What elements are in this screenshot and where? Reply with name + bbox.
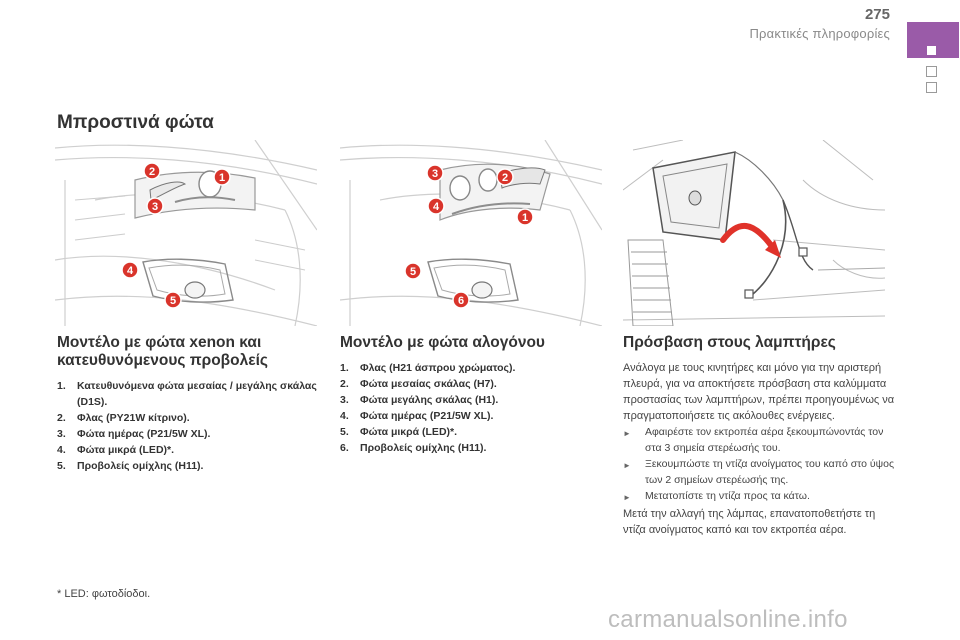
item-number: 3.: [340, 394, 349, 406]
chapter-tab: [907, 22, 959, 58]
xenon-headlamp-figure: [55, 140, 317, 326]
item-text: Προβολείς ομίχλης (H11).: [360, 442, 487, 454]
item-number: 4.: [57, 444, 66, 456]
xenon-heading: Μοντέλο με φώτα xenon και κατευθυνόμενους προβολείς: [57, 334, 268, 369]
list-item: [57, 410, 325, 426]
item-number: 5.: [57, 460, 66, 472]
item-number: 5.: [340, 426, 349, 438]
list-item: [623, 456, 898, 488]
list-item: [57, 426, 325, 442]
callout-label: 4: [126, 265, 134, 277]
item-text: Φλας (H21 άσπρου χρώματος).: [360, 362, 516, 374]
list-item: [340, 376, 608, 392]
watermark: carmanualsonline.info: [608, 606, 848, 633]
callout-label: 1: [521, 212, 529, 224]
step-text: Ξεκουμπώστε τη ντίζα ανοίγματος του καπό στο ύψος των 2 σημείων στερέωσής της.: [645, 458, 895, 486]
step-text: Αφαιρέστε τον εκτροπέα αέρα ξεκουμπώνοντάς τον στα 3 σημεία στερέωσής του.: [645, 426, 884, 454]
access-heading: Πρόσβαση στους λαμπτήρες: [623, 334, 836, 351]
item-number: 1.: [57, 380, 66, 392]
item-text: Φώτα μικρά (LED)*.: [360, 426, 458, 438]
step-text: Μετατοπίστε τη ντίζα προς τα κάτω.: [645, 490, 810, 502]
xenon-list: [57, 378, 325, 474]
callout-label: 2: [501, 172, 509, 184]
list-item: [340, 440, 608, 456]
access-section: [623, 334, 898, 538]
item-number: 3.: [57, 428, 66, 440]
engine-bay-figure: [623, 140, 885, 326]
list-item: [623, 424, 898, 456]
list-item: [57, 458, 325, 474]
footnote: * LED: φωτοδίοδοι.: [57, 588, 151, 600]
chapter-marker-empty: [926, 66, 937, 77]
item-number: 1.: [340, 362, 349, 374]
item-text: Φώτα ημέρας (P21/5W XL).: [360, 410, 494, 422]
access-outro: Μετά την αλλαγή της λάμπας, επανατοποθετήστε τη ντίζα ανοίγματος καπό και τον εκτροπέα αέρα.: [623, 508, 876, 536]
page-number: 275: [864, 6, 890, 23]
item-text: Φώτα μικρά (LED)*.: [77, 444, 175, 456]
item-text: Φλας (PY21W κίτρινο).: [77, 412, 190, 424]
access-steps: [623, 424, 898, 506]
item-number: 4.: [340, 410, 349, 422]
chapter-title: Πρακτικές πληροφορίες: [749, 26, 890, 41]
list-item: [340, 360, 608, 376]
access-intro: Ανάλογα με τους κινητήρες και μόνο για την αριστερή πλευρά, για να αποκτήσετε πρόσβαση στα καλύμματα προστασίας των λαμπτήρων, πρέπει προηγουμένως να πραγματοποιήσετε τις ακόλουθες ενέργειες.: [623, 362, 895, 422]
list-item: [623, 488, 898, 506]
callout-label: 6: [457, 295, 465, 307]
halogen-headlamp-figure: [340, 140, 602, 326]
halogen-list: [340, 360, 608, 456]
xenon-section: [57, 334, 325, 474]
list-item: [340, 392, 608, 408]
list-item: [340, 408, 608, 424]
callout-label: 3: [151, 201, 159, 213]
bullet-arrow-icon: ►: [623, 493, 631, 502]
halogen-section: [340, 334, 608, 456]
item-text: Προβολείς ομίχλης (H11).: [77, 460, 204, 472]
item-text: Κατευθυνόμενα φώτα μεσαίας / μεγάλης σκάλας (D1S).: [77, 380, 317, 408]
callout-label: 2: [148, 166, 156, 178]
item-number: 2.: [340, 378, 349, 390]
item-text: Φώτα μεσαίας σκάλας (H7).: [360, 378, 497, 390]
tab-marker: [927, 46, 936, 55]
item-text: Φώτα μεγάλης σκάλας (H1).: [360, 394, 499, 406]
list-item: [340, 424, 608, 440]
callout-label: 4: [432, 201, 440, 213]
bullet-arrow-icon: ►: [623, 429, 631, 438]
bullet-arrow-icon: ►: [623, 461, 631, 470]
item-number: 2.: [57, 412, 66, 424]
page-title: Μπροστινά φώτα: [57, 112, 214, 133]
list-item: [57, 442, 325, 458]
callout-label: 1: [218, 172, 226, 184]
list-item: [57, 378, 325, 410]
item-number: 6.: [340, 442, 349, 454]
callout-label: 3: [431, 168, 439, 180]
callout-label: 5: [169, 295, 177, 307]
halogen-heading: Μοντέλο με φώτα αλογόνου: [340, 334, 545, 351]
callout-label: 5: [409, 266, 417, 278]
item-text: Φώτα ημέρας (P21/5W XL).: [77, 428, 211, 440]
chapter-marker-empty: [926, 82, 937, 93]
